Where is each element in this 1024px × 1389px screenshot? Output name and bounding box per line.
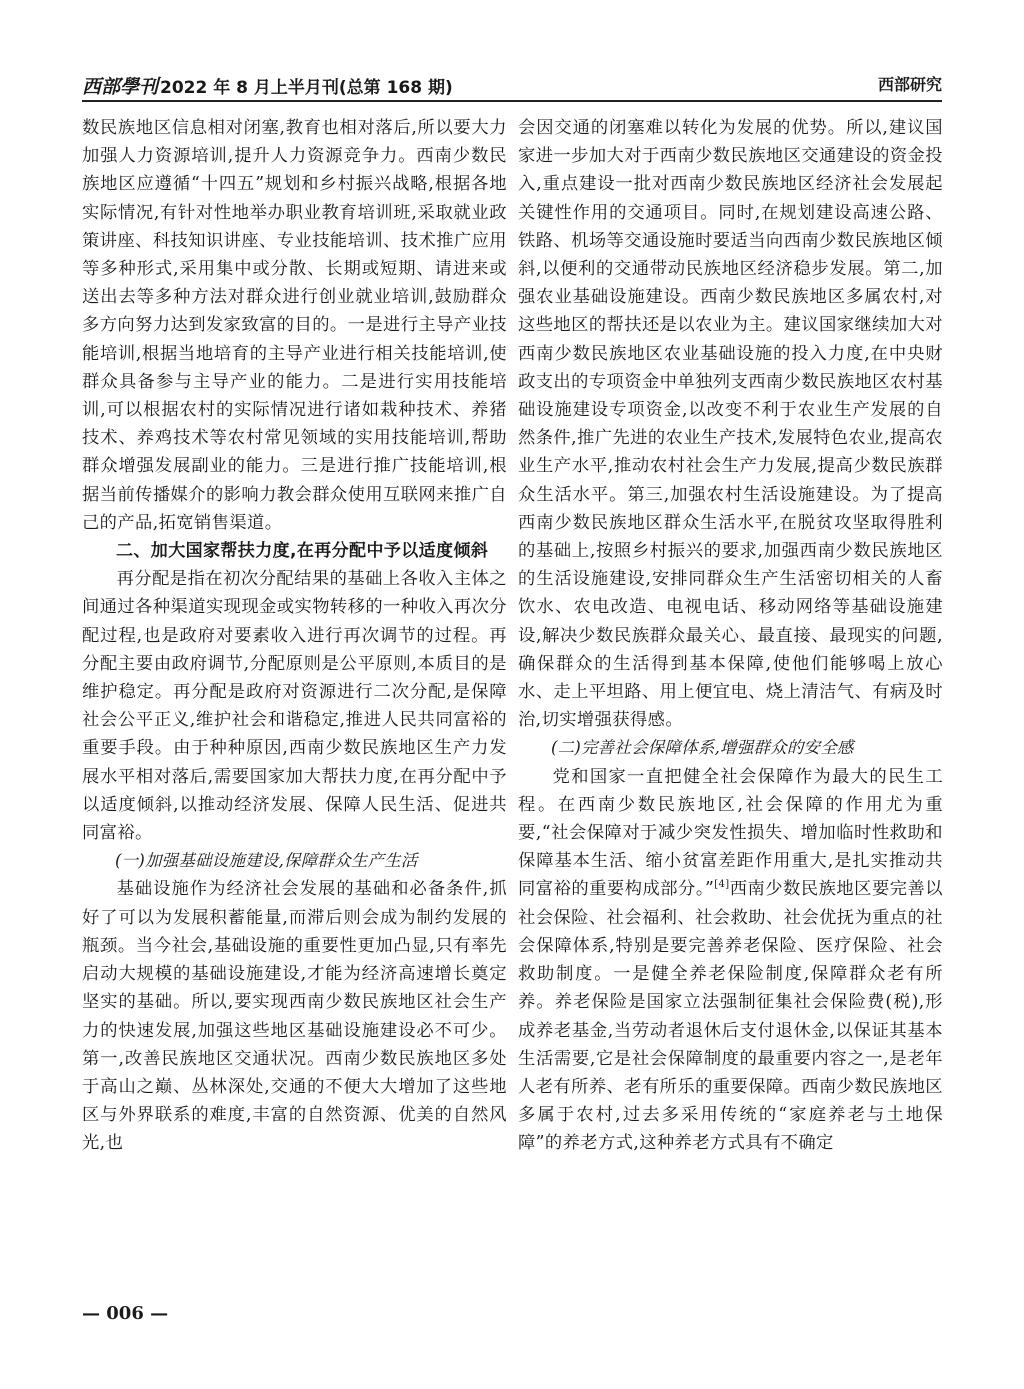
left-column bbox=[82, 114, 507, 1158]
subsection-heading: (一)加强基础设施建设,保障群众生产生活 bbox=[115, 851, 418, 871]
page-number: — 006 — bbox=[82, 1303, 169, 1324]
journal-logo: 西部學刊 bbox=[82, 76, 159, 98]
section-heading: 二、加大国家帮扶力度,在再分配中予以适度倾斜 bbox=[116, 541, 489, 562]
journal-issue-line bbox=[82, 72, 453, 99]
issue-info: 2022 年 8 月上半月刊(总第 168 期) bbox=[160, 78, 453, 98]
paragraph bbox=[518, 763, 943, 1158]
citation-ref: [4] bbox=[714, 879, 730, 891]
paragraph: 会因交通的闭塞难以转化为发展的优势。所以,建议国家进一步加大对于西南少数民族地区交通建设的资金投入,重点建设一批对西南少数民族地区经济社会发展起关键性作用的交通项目。同时,在规划建设高速公路、铁路、机场等交通设施时要适当向西南少数民族地区倾斜,以便利的交通带动民族地区经济稳步发展。第二,加强农业基础设施建设。西南少数民族地区多属农村,对这些地区的帮扶还是以农业为主。建议国家继续加大对西南少数民族地区农业基础设施的投入力度,在中央财政支出的专项资金中单独列支西南少数民族地区农村基础设施建设专项资金,以改变不利于农业生产发展的自然条件,推广先进的农业生产技术,发展特色农业,提高农业生产水平,推动农村社会生产力发展,提高少数民族群众生活水平。第三,加强农村生活设施建设。为了提高西南少数民族地区群众生活水平,在脱贫攻坚取得胜利的基础上,按照乡村振兴的要求,加强西南少数民族地区的生活设施建设,安排同群众生产生活密切相关的人畜饮水、农电改造、电视电话、移动网络等基础设施建设,解决少数民族群众最关心、最直接、最现实的问题,确保群众的生活得到基本保障,使他们能够喝上放心水、走上平坦路、用上便宜电、烧上清洁气、有病及时治,切实增强获得感。 bbox=[518, 118, 943, 731]
paragraph-text: 西南少数民族地区要完善以社会保险、社会福利、社会救助、社会优抚为重点的社会保障体系,特别是要完善养老保险、医疗保险、社会救助制度。一是健全养老保险制度,保障群众老有所养。养老保险是国家立法强制征集社会保险费(税),形成养老基金,当劳动者退休后支付退休金,以保证其基本生活需要,它是社会保障制度的最重要内容之一,是老年人老有所养、老有所乐的重要保障。西南少数民族地区多属于农村,过去多采用传统的“家庭养老与土地保障”的养老方式,这种养老方式具有不确定 bbox=[518, 879, 943, 1154]
page-header bbox=[82, 70, 942, 100]
right-column bbox=[518, 114, 943, 1158]
subsection-heading: (二)完善社会保障体系,增强群众的安全感 bbox=[551, 738, 854, 758]
paragraph: 再分配是指在初次分配结果的基础上各收入主体之间通过各种渠道实现现金或实物转移的一种收入再次分配过程,也是政府对要素收入进行再次调节的过程。再分配主要由政府调节,分配原则是公平原则,本质目的是维护稳定。再分配是政府对资源进行二次分配,是保障社会公平正义,维护社会和谐稳定,推进人民共同富裕的重要手段。由于种种原因,西南少数民族地区生产力发展水平相对落后,需要国家加大帮扶力度,在再分配中予以适度倾斜,以推动经济发展、保障人民生活、促进共同富裕。 bbox=[82, 569, 507, 844]
section-name: 西部研究 bbox=[877, 75, 942, 94]
paragraph-text: 党和国家一直把健全社会保障作为最大的民生工程。在西南少数民族地区,社会保障的作用尤为重要,“社会保障对于减少突发性损失、增加临时性救助和保障基本生活、缩小贫富差距作用重大,是扎实推动共同富裕的重要构成部分。” bbox=[518, 766, 943, 900]
paragraph: 基础设施作为经济社会发展的基础和必备条件,抓好了可以为发展积蓄能量,而滞后则会成为制约发展的瓶颈。当今社会,基础设施的重要性更加凸显,只有率先启动大规模的基础设施建设,才能为经济高速增长奠定坚实的基础。所以,要实现西南少数民族地区社会生产力的快速发展,加强这些地区基础设施建设必不可少。第一,改善民族地区交通状况。西南少数民族地区多处于高山之巅、丛林深处,交通的不便大大增加了这些地区与外界联系的难度,丰富的自然资源、优美的自然风光,也 bbox=[82, 879, 507, 1154]
header-rule bbox=[82, 100, 942, 102]
paragraph: 数民族地区信息相对闭塞,教育也相对落后,所以要大力加强人力资源培训,提升人力资源竞争力。西南少数民族地区应遵循“十四五”规划和乡村振兴战略,根据各地实际情况,有针对性地举办职业教育培训班,采取就业政策讲座、科技知识讲座、专业技能培训、技术推广应用等多种形式,采用集中或分散、长期或短期、请进来或送出去等多种方法对群众进行创业就业培训,鼓励群众多方向努力达到发家致富的目的。一是进行主导产业技能培训,根据当地培育的主导产业进行相关技能培训,使群众具备参与主导产业的能力。二是进行实用技能培训,可以根据农村的实际情况进行诸如栽种技术、养猪技术、养鸡技术等农村常见领域的实用技能培训,帮助群众增强发展副业的能力。三是进行推广技能培训,根据当前传播媒介的影响力教会群众使用互联网来推广自己的产品,拓宽销售渠道。 bbox=[82, 118, 507, 533]
